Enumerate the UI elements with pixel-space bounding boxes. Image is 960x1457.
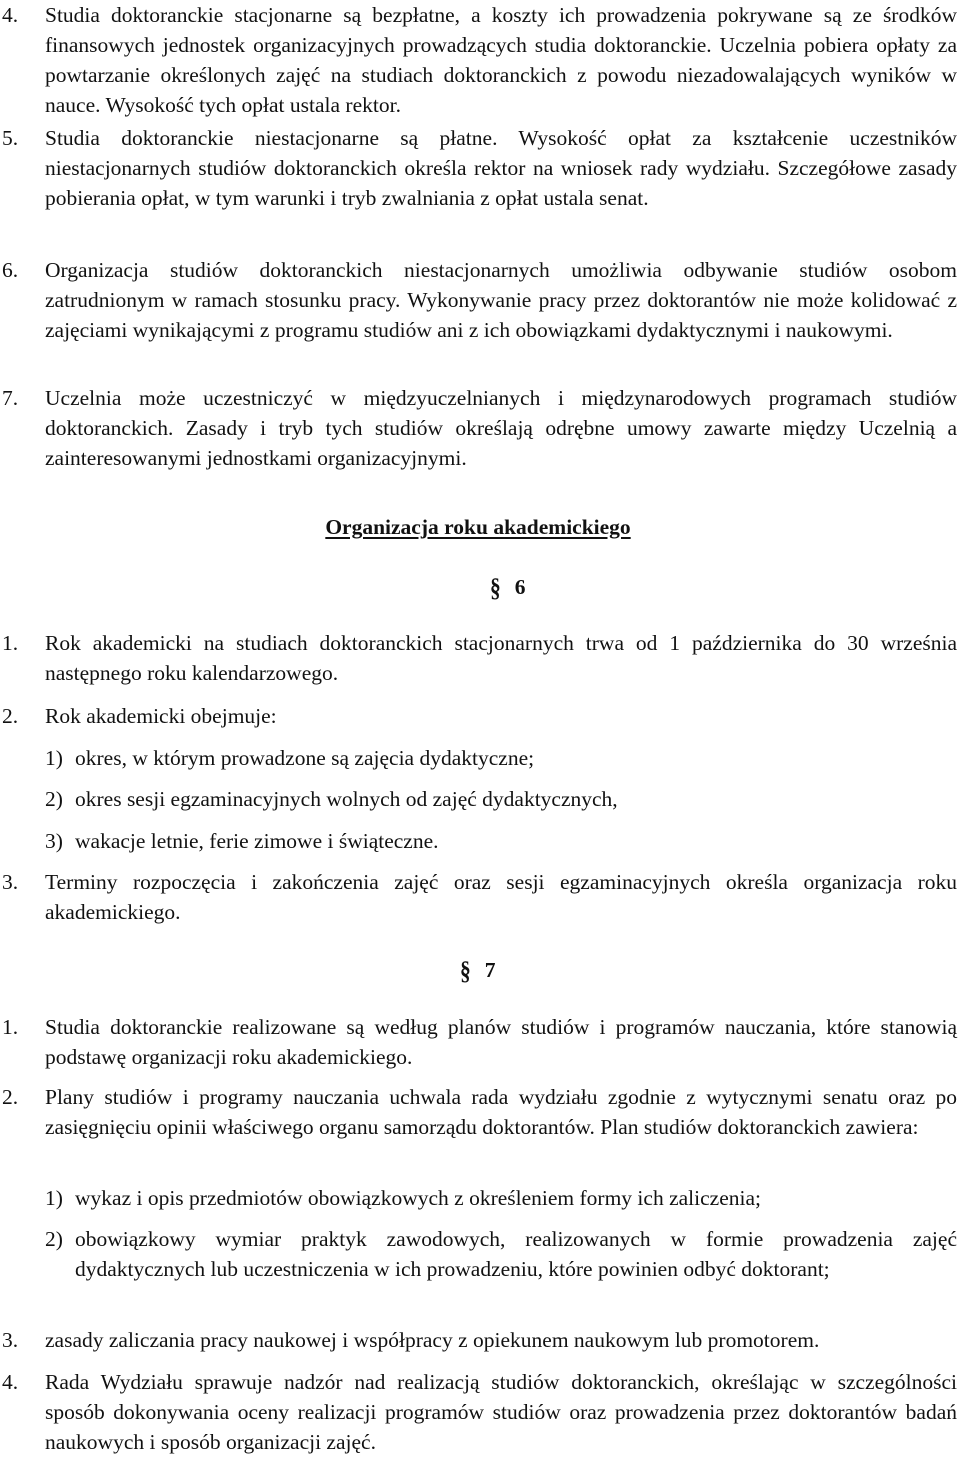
item-number: 1. — [2, 1015, 19, 1039]
section-number: 6 — [514, 575, 526, 599]
item-number: 2. — [2, 704, 19, 728]
item-number: 1. — [2, 631, 19, 655]
sub-item-number: 1) — [45, 746, 63, 770]
sub-item-text: okres sesji egzaminacyjnych wolnych od zajęć dydaktycznych, — [75, 787, 618, 811]
item-text: Rada Wydziału sprawuje nadzór nad realizacją studiów doktoranckich, określając w szczególności sposób dokonywania oceny realizacji programów studiów oraz prowadzenia przez doktorantów badań naukowych i sposób organizacji zajęć. — [45, 1370, 957, 1454]
item-number: 4. — [2, 3, 19, 27]
heading-text: Organizacja roku akademickiego — [325, 515, 631, 539]
item-number: 7. — [2, 386, 19, 410]
sub-item-text: wakacje letnie, ferie zimowe i świąteczne. — [75, 829, 439, 853]
item-number: 3. — [2, 1328, 19, 1352]
item-text: zasady zaliczania pracy naukowej i współpracy z opiekunem naukowym lub promotorem. — [45, 1328, 820, 1352]
item-number: 2. — [2, 1085, 19, 1109]
item-number: 5. — [2, 126, 19, 150]
item-text: Organizacja studiów doktoranckich niestacjonarnych umożliwia odbywanie studiów osobom zatrudnionym w ramach stosunku pracy. Wykonywanie pracy przez doktorantów nie może kolidować z zajęciami wynikającymi z programu studiów ani z ich obowiązkami dydaktycznymi i naukowymi. — [45, 258, 957, 342]
section-heading — [0, 512, 960, 542]
item-text: Studia doktoranckie stacjonarne są bezpłatne, a koszty ich prowadzenia pokrywane są ze środków finansowych jednostek organizacyjnych prowadzących studia doktoranckie. Uczelnia pobiera opłaty za powtarzanie określonych zajęć na studiach doktoranckich z powodu niezadowalających wyników w nauce. Wysokość tych opłat ustala rektor. — [45, 3, 957, 117]
section-sign: § — [490, 572, 501, 602]
item-number: 4. — [2, 1370, 19, 1394]
item-text: Rok akademicki obejmuje: — [45, 704, 277, 728]
item-number: 6. — [2, 258, 19, 282]
item-number: 3. — [2, 870, 19, 894]
item-text: Rok akademicki na studiach doktoranckich stacjonarnych trwa od 1 października do 30 września następnego roku kalendarzowego. — [45, 631, 957, 685]
item-text: Uczelnia może uczestniczyć w międzyuczelnianych i międzynarodowych programach studiów doktoranckich. Zasady i tryb tych studiów określają odrębne umowy zawarte między Uczelnią a zainteresowanymi jednostkami organizacyjnymi. — [45, 386, 957, 470]
section-7-mark — [460, 955, 496, 985]
item-text: Studia doktoranckie niestacjonarne są płatne. Wysokość opłat za kształcenie uczestników niestacjonarnych studiów doktoranckich określa rektor na wniosek rady wydziału. Szczegółowe zasady pobierania opłat, w tym warunki i tryb zwalniania z opłat ustala senat. — [45, 126, 957, 210]
sub-item-number: 2) — [45, 787, 63, 811]
sub-item-text: okres, w którym prowadzone są zajęcia dydaktyczne; — [75, 746, 535, 770]
item-text: Plany studiów i programy nauczania uchwala rada wydziału zgodnie z wytycznymi senatu oraz po zasięgnięciu opinii właściwego organu samorządu doktorantów. Plan studiów doktoranckich zawiera: — [45, 1085, 957, 1139]
section-sign: § — [460, 955, 471, 985]
sub-item-number: 2) — [45, 1227, 63, 1251]
sub-item-number: 1) — [45, 1186, 63, 1210]
section-number: 7 — [484, 958, 496, 982]
item-text: Studia doktoranckie realizowane są według planów studiów i programów nauczania, które stanowią podstawę organizacji roku akademickiego. — [45, 1015, 957, 1069]
item-text: Terminy rozpoczęcia i zakończenia zajęć oraz sesji egzaminacyjnych określa organizacja roku akademickiego. — [45, 870, 957, 924]
section-6-mark — [490, 572, 526, 602]
sub-item-text: wykaz i opis przedmiotów obowiązkowych z określeniem formy ich zaliczenia; — [75, 1186, 761, 1210]
sub-item-number: 3) — [45, 829, 63, 853]
sub-item-text: obowiązkowy wymiar praktyk zawodowych, realizowanych w formie prowadzenia zajęć dydaktycznych lub uczestniczenia w ich prowadzeniu, które powinien odbyć doktorant; — [75, 1227, 957, 1281]
